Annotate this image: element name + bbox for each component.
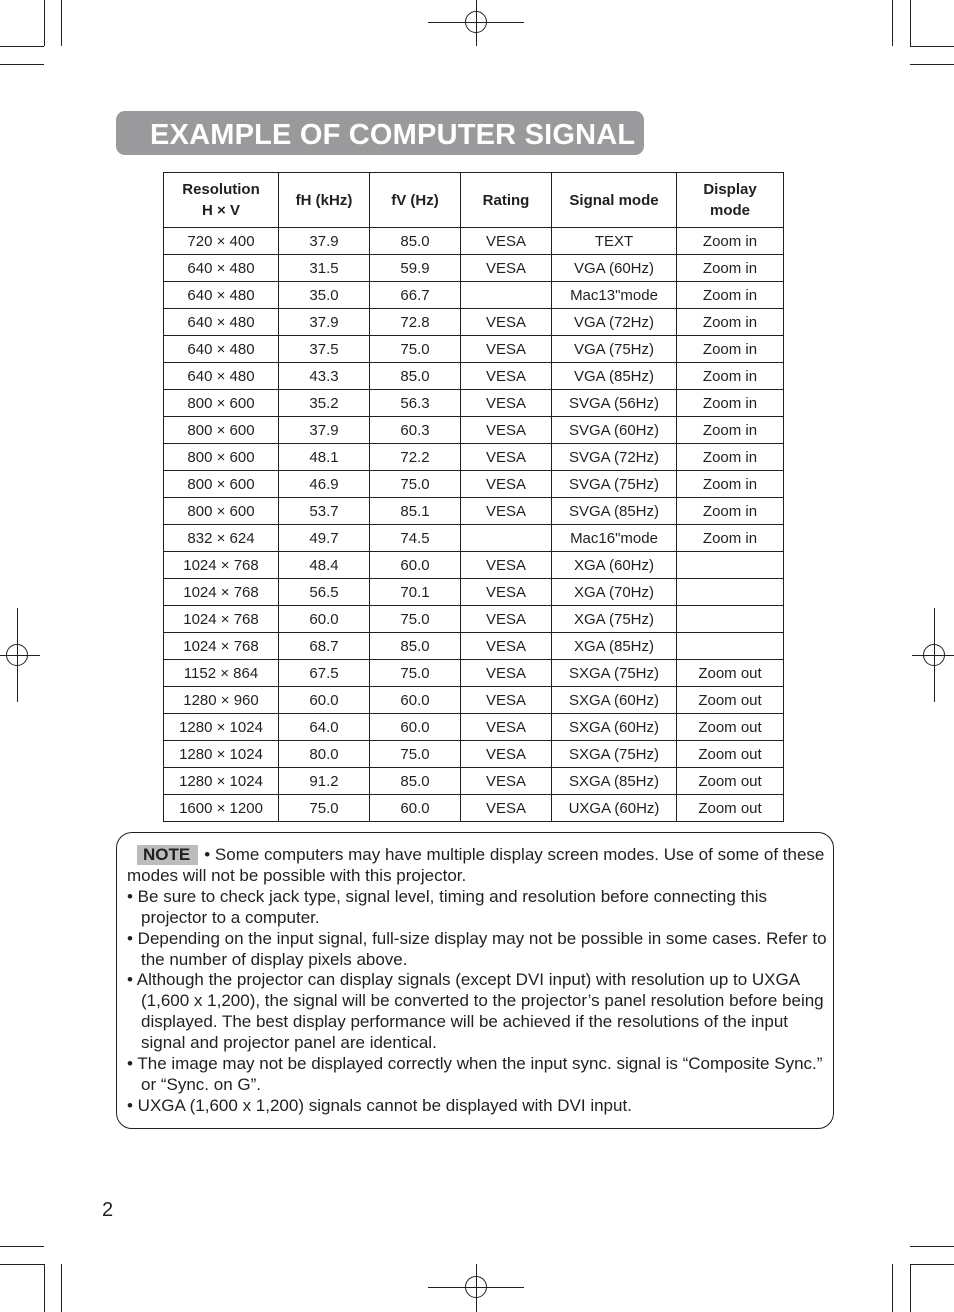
signal-mode-cell: SVGA (75Hz) xyxy=(552,471,677,498)
resolution-cell: 1024 × 768 xyxy=(164,579,279,606)
rating-cell: VESA xyxy=(461,255,552,282)
display-mode-cell xyxy=(677,579,784,606)
display-mode-cell: Zoom out xyxy=(677,714,784,741)
section-title-bar xyxy=(116,111,644,155)
fv-cell: 75.0 xyxy=(370,606,461,633)
rating-cell: VESA xyxy=(461,336,552,363)
fh-cell: 43.3 xyxy=(279,363,370,390)
table-row xyxy=(164,390,784,417)
rating-cell: VESA xyxy=(461,363,552,390)
table-row xyxy=(164,795,784,822)
display-mode-cell xyxy=(677,552,784,579)
display-mode-cell: Zoom in xyxy=(677,363,784,390)
rating-cell: VESA xyxy=(461,768,552,795)
display-mode-cell: Zoom in xyxy=(677,390,784,417)
table-row xyxy=(164,498,784,525)
display-mode-cell: Zoom in xyxy=(677,282,784,309)
signal-mode-cell: XGA (70Hz) xyxy=(552,579,677,606)
signal-mode-cell: SXGA (60Hz) xyxy=(552,714,677,741)
note-intro-paragraph xyxy=(127,845,827,887)
note-bullet: • Be sure to check jack type, signal level, timing and resolution before connecting this projector to a computer. xyxy=(127,886,768,927)
rating-cell: VESA xyxy=(461,552,552,579)
table-row xyxy=(164,579,784,606)
computer-signal-table xyxy=(163,172,784,822)
display-mode-cell: Zoom out xyxy=(677,795,784,822)
table-row xyxy=(164,228,784,255)
fh-cell: 35.0 xyxy=(279,282,370,309)
fv-cell: 70.1 xyxy=(370,579,461,606)
resolution-cell: 800 × 600 xyxy=(164,471,279,498)
resolution-cell: 1600 × 1200 xyxy=(164,795,279,822)
fh-cell: 48.1 xyxy=(279,444,370,471)
resolution-cell: 1280 × 960 xyxy=(164,687,279,714)
rating-cell: VESA xyxy=(461,390,552,417)
fv-cell: 85.0 xyxy=(370,633,461,660)
note-bullet: • UXGA (1,600 x 1,200) signals cannot be displayed with DVI input. xyxy=(127,1095,632,1115)
note-bullet: • Although the projector can display signals (except DVI input) with resolution up to UXGA (1,600 x 1,200), the signal will be converted to the projector’s panel resolution before being displayed. The best display performance will be achieved if the resolutions of the input signal and projector panel are identical. xyxy=(127,970,824,1053)
fh-cell: 53.7 xyxy=(279,498,370,525)
display-mode-cell: Zoom out xyxy=(677,741,784,768)
table-row xyxy=(164,741,784,768)
fh-cell: 37.9 xyxy=(279,417,370,444)
fv-cell: 56.3 xyxy=(370,390,461,417)
resolution-cell: 800 × 600 xyxy=(164,417,279,444)
fv-cell: 75.0 xyxy=(370,741,461,768)
note-bullet-list xyxy=(127,887,827,1117)
fv-cell: 60.0 xyxy=(370,687,461,714)
rating-cell: VESA xyxy=(461,633,552,660)
table-row xyxy=(164,552,784,579)
table-row xyxy=(164,417,784,444)
fh-cell: 75.0 xyxy=(279,795,370,822)
signal-mode-cell: XGA (85Hz) xyxy=(552,633,677,660)
fh-cell: 31.5 xyxy=(279,255,370,282)
fv-cell: 85.0 xyxy=(370,228,461,255)
page-number: 2 xyxy=(102,1199,114,1221)
signal-mode-cell: SXGA (75Hz) xyxy=(552,741,677,768)
note-label: NOTE xyxy=(137,845,198,865)
resolution-cell: 1280 × 1024 xyxy=(164,741,279,768)
column-header-label: Resolution xyxy=(182,181,260,198)
column-header-label: Rating xyxy=(482,191,530,209)
signal-mode-cell: VGA (72Hz) xyxy=(552,309,677,336)
resolution-cell: 1152 × 864 xyxy=(164,660,279,687)
signal-mode-cell: UXGA (60Hz) xyxy=(552,795,677,822)
signal-mode-cell: SXGA (85Hz) xyxy=(552,768,677,795)
column-header xyxy=(677,173,784,228)
rating-cell: VESA xyxy=(461,228,552,255)
display-mode-cell: Zoom in xyxy=(677,498,784,525)
resolution-cell: 1280 × 1024 xyxy=(164,768,279,795)
fh-cell: 37.9 xyxy=(279,228,370,255)
display-mode-cell: Zoom in xyxy=(677,255,784,282)
fv-cell: 60.0 xyxy=(370,795,461,822)
fh-cell: 49.7 xyxy=(279,525,370,552)
display-mode-cell: Zoom in xyxy=(677,336,784,363)
rating-cell: VESA xyxy=(461,660,552,687)
signal-mode-cell: XGA (75Hz) xyxy=(552,606,677,633)
column-header-label: Display xyxy=(703,181,757,198)
table-row xyxy=(164,768,784,795)
resolution-cell: 640 × 480 xyxy=(164,309,279,336)
fh-cell: 48.4 xyxy=(279,552,370,579)
rating-cell: VESA xyxy=(461,579,552,606)
table-row xyxy=(164,255,784,282)
rating-cell: VESA xyxy=(461,606,552,633)
rating-cell: VESA xyxy=(461,498,552,525)
signal-mode-cell: SVGA (72Hz) xyxy=(552,444,677,471)
column-header-label: Signal mode xyxy=(569,191,659,209)
display-mode-cell xyxy=(677,633,784,660)
table-row xyxy=(164,714,784,741)
table-body xyxy=(164,228,784,822)
fv-cell: 60.0 xyxy=(370,714,461,741)
signal-mode-cell: TEXT xyxy=(552,228,677,255)
signal-mode-cell: Mac13"mode xyxy=(552,282,677,309)
display-mode-cell: Zoom in xyxy=(677,228,784,255)
rating-cell: VESA xyxy=(461,444,552,471)
fv-cell: 72.2 xyxy=(370,444,461,471)
note-intro: • Some computers may have multiple display screen modes. Use of some of these modes will not be possible with this projector. xyxy=(127,845,825,885)
rating-cell: VESA xyxy=(461,309,552,336)
resolution-cell: 800 × 600 xyxy=(164,390,279,417)
resolution-cell: 720 × 400 xyxy=(164,228,279,255)
signal-mode-cell: SVGA (60Hz) xyxy=(552,417,677,444)
table-row xyxy=(164,309,784,336)
signal-mode-cell: Mac16"mode xyxy=(552,525,677,552)
column-header xyxy=(461,173,552,228)
fh-cell: 60.0 xyxy=(279,606,370,633)
resolution-cell: 800 × 600 xyxy=(164,444,279,471)
table-row xyxy=(164,633,784,660)
note-text xyxy=(127,845,827,1117)
display-mode-cell: Zoom out xyxy=(677,660,784,687)
table-row xyxy=(164,687,784,714)
fh-cell: 56.5 xyxy=(279,579,370,606)
fh-cell: 64.0 xyxy=(279,714,370,741)
rating-cell xyxy=(461,525,552,552)
resolution-cell: 1024 × 768 xyxy=(164,633,279,660)
table-row xyxy=(164,525,784,552)
resolution-cell: 832 × 624 xyxy=(164,525,279,552)
column-header-label: fH (kHz) xyxy=(295,191,353,209)
column-header xyxy=(279,173,370,228)
column-header xyxy=(370,173,461,228)
fv-cell: 74.5 xyxy=(370,525,461,552)
table-row xyxy=(164,336,784,363)
display-mode-cell: Zoom in xyxy=(677,417,784,444)
resolution-cell: 640 × 480 xyxy=(164,255,279,282)
signal-mode-cell: SVGA (85Hz) xyxy=(552,498,677,525)
rating-cell: VESA xyxy=(461,687,552,714)
table-row xyxy=(164,363,784,390)
display-mode-cell: Zoom in xyxy=(677,444,784,471)
table-row xyxy=(164,444,784,471)
signal-mode-cell: SXGA (75Hz) xyxy=(552,660,677,687)
fv-cell: 72.8 xyxy=(370,309,461,336)
note-box xyxy=(116,832,834,1129)
fh-cell: 60.0 xyxy=(279,687,370,714)
note-bullet: • Depending on the input signal, full-size display may not be possible in some cases. Refer to the number of display pixels above. xyxy=(127,928,827,969)
signal-mode-cell: VGA (85Hz) xyxy=(552,363,677,390)
column-header-label-line2: H × V xyxy=(202,202,240,219)
fh-cell: 35.2 xyxy=(279,390,370,417)
section-title: EXAMPLE OF COMPUTER SIGNAL xyxy=(150,119,636,151)
rating-cell: VESA xyxy=(461,741,552,768)
fh-cell: 91.2 xyxy=(279,768,370,795)
column-header xyxy=(552,173,677,228)
fv-cell: 85.0 xyxy=(370,363,461,390)
fv-cell: 75.0 xyxy=(370,660,461,687)
display-mode-cell: Zoom in xyxy=(677,471,784,498)
column-header-label-line2: mode xyxy=(709,202,750,219)
table-row xyxy=(164,471,784,498)
signal-mode-cell: SVGA (56Hz) xyxy=(552,390,677,417)
fh-cell: 80.0 xyxy=(279,741,370,768)
display-mode-cell xyxy=(677,606,784,633)
resolution-cell: 640 × 480 xyxy=(164,336,279,363)
rating-cell xyxy=(461,282,552,309)
table-row xyxy=(164,282,784,309)
resolution-cell: 1024 × 768 xyxy=(164,606,279,633)
table-header-row xyxy=(164,173,784,228)
fh-cell: 67.5 xyxy=(279,660,370,687)
signal-mode-cell: XGA (60Hz) xyxy=(552,552,677,579)
fv-cell: 75.0 xyxy=(370,471,461,498)
note-bullet: • The image may not be displayed correctly when the input sync. signal is “Composite Sync.” or “Sync. on G”. xyxy=(127,1054,823,1094)
resolution-cell: 640 × 480 xyxy=(164,282,279,309)
rating-cell: VESA xyxy=(461,795,552,822)
column-header xyxy=(164,173,279,228)
table-row xyxy=(164,606,784,633)
resolution-cell: 800 × 600 xyxy=(164,498,279,525)
column-header-label: fV (Hz) xyxy=(391,191,439,209)
rating-cell: VESA xyxy=(461,714,552,741)
fh-cell: 46.9 xyxy=(279,471,370,498)
display-mode-cell: Zoom in xyxy=(677,525,784,552)
fh-cell: 68.7 xyxy=(279,633,370,660)
fv-cell: 75.0 xyxy=(370,336,461,363)
display-mode-cell: Zoom out xyxy=(677,687,784,714)
fv-cell: 60.0 xyxy=(370,552,461,579)
fh-cell: 37.9 xyxy=(279,309,370,336)
fv-cell: 59.9 xyxy=(370,255,461,282)
resolution-cell: 640 × 480 xyxy=(164,363,279,390)
resolution-cell: 1280 × 1024 xyxy=(164,714,279,741)
signal-mode-cell: SXGA (60Hz) xyxy=(552,687,677,714)
signal-mode-cell: VGA (60Hz) xyxy=(552,255,677,282)
signal-mode-cell: VGA (75Hz) xyxy=(552,336,677,363)
display-mode-cell: Zoom out xyxy=(677,768,784,795)
fv-cell: 85.1 xyxy=(370,498,461,525)
table-row xyxy=(164,660,784,687)
resolution-cell: 1024 × 768 xyxy=(164,552,279,579)
rating-cell: VESA xyxy=(461,417,552,444)
fv-cell: 85.0 xyxy=(370,768,461,795)
rating-cell: VESA xyxy=(461,471,552,498)
display-mode-cell: Zoom in xyxy=(677,309,784,336)
fv-cell: 60.3 xyxy=(370,417,461,444)
fh-cell: 37.5 xyxy=(279,336,370,363)
fv-cell: 66.7 xyxy=(370,282,461,309)
